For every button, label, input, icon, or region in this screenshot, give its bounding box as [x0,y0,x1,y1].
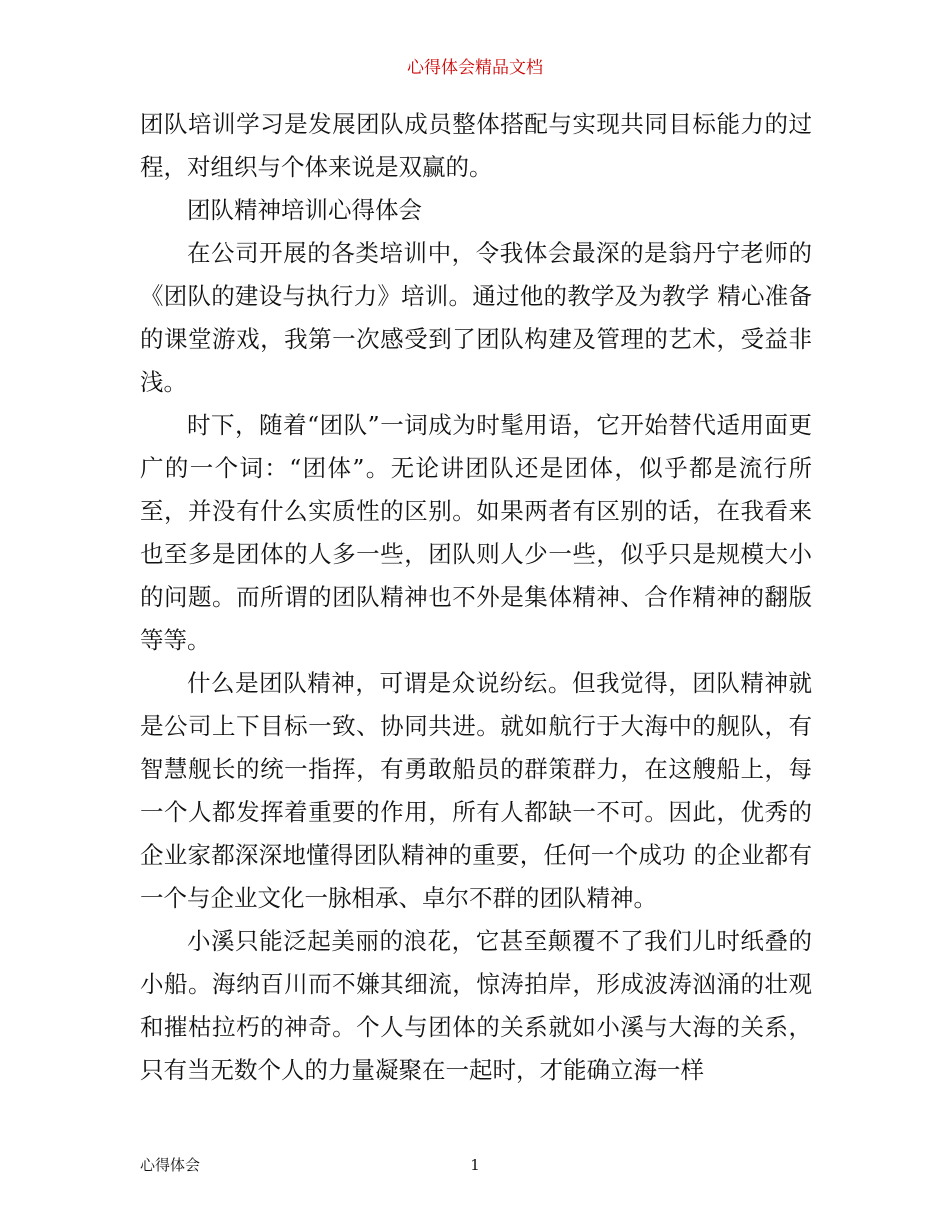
page-header-title: 心得体会精品文档 [407,58,543,78]
page-footer-label: 心得体会 [140,1156,201,1174]
paragraph: 小溪只能泛起美丽的浪花，它甚至颠覆不了我们儿时纸叠的小船。海纳百川而不嫌其细流，惊涛拍岸，形成波涛汹涌的壮观和摧枯拉朽的神奇。个人与团体的关系就如小溪与大海的关系，只有当无数个人的力量凝聚在一起时，才能确立海一样 [140,927,812,1084]
section-heading: 团队精神培训心得体会 [187,196,422,224]
paragraph: 团队培训学习是发展团队成员整体搭配与实现共同目标能力的过程，对组织与个体来说是双赢的。 [140,110,812,181]
paragraph: 在公司开展的各类培训中，令我体会最深的是翁丹宁老师的《团队的建设与执行力》培训。通过他的教学及为教学 精心准备的课堂游戏，我第一次感受到了团队构建及管理的艺术，受益非浅。 [140,239,812,396]
paragraph: 时下，随着“团队”一词成为时髦用语，它开始替代适用面更广的一个词：“团体”。无论讲团队还是团体，似乎都是流行所至，并没有什么实质性的区别。如果两者有区别的话，在我看来也至多是团体的人多一些，团队则人少一些，似乎只是规模大小的问题。而所谓的团队精神也不外是集体精神、合作精神的翻版等等。 [140,411,812,654]
page-number: 1 [470,1156,480,1174]
paragraph: 什么是团队精神，可谓是众说纷纭。但我觉得，团队精神就是公司上下目标一致、协同共进。就如航行于大海中的舰队，有智慧舰长的统一指挥，有勇敢船员的群策群力，在这艘船上，每一个人都发挥着重要的作用，所有人都缺一不可。因此，优秀的企业家都深深地懂得团队精神的重要，任何一个成功 的企业都有一个与企业文化一脉相承、卓尔不群的团队精神。 [140,669,812,912]
document-body [140,103,812,1092]
